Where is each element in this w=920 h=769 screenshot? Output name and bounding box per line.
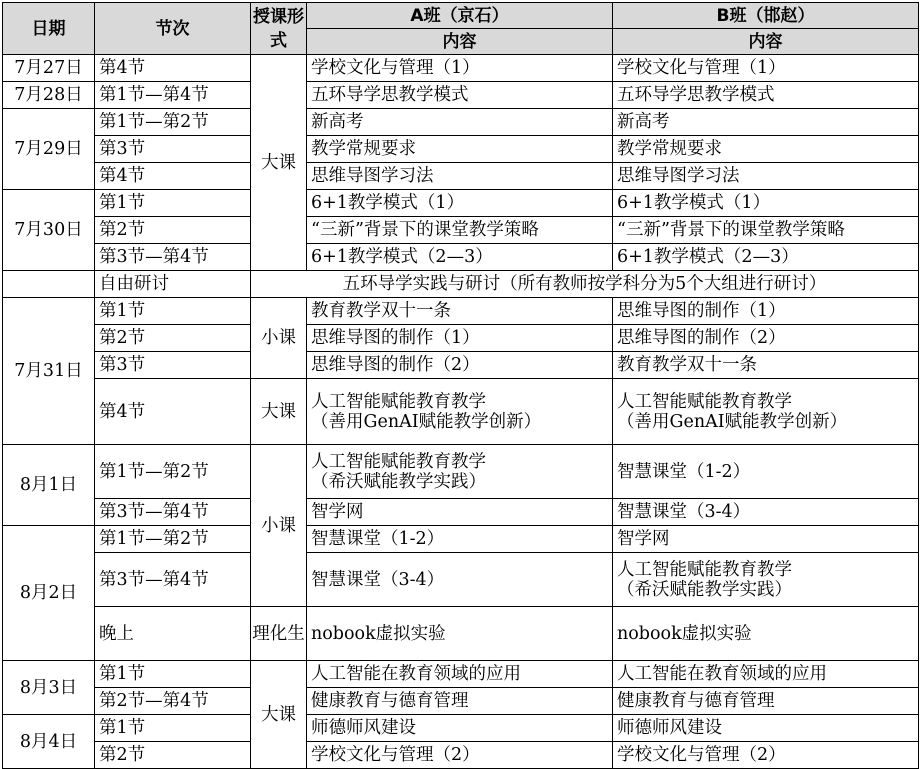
content-b-cell: 思维导图的制作（1） (613, 298, 919, 325)
header-format: 授课形式 (251, 3, 307, 55)
header-date: 日期 (3, 3, 95, 55)
content-a-cell: 智学网 (307, 499, 613, 526)
header-class-a: A班（京石） (307, 3, 613, 29)
content-b-cell: 思维导图学习法 (613, 163, 919, 190)
content-line: 人工智能赋能教育教学 (617, 391, 792, 412)
format-cell: 大课 (251, 379, 307, 445)
content-a-cell: nobook虚拟实验 (307, 607, 613, 661)
content-b-cell: “三新”背景下的课堂教学策略 (613, 217, 919, 244)
date-cell: 7月29日 (3, 109, 95, 190)
date-cell: 8月2日 (3, 526, 95, 661)
content-b-cell: 师德师风建设 (613, 715, 919, 742)
date-cell: 7月30日 (3, 190, 95, 271)
format-cell: 小课 (251, 445, 307, 607)
session-cell: 第3节—第4节 (95, 244, 251, 271)
content-a-cell: 健康教育与德育管理 (307, 688, 613, 715)
format-cell: 大课 (251, 661, 307, 769)
content-a-cell (307, 379, 613, 445)
content-b-cell: 人工智能在教育领域的应用 (613, 661, 919, 688)
content-a-cell: “三新”背景下的课堂教学策略 (307, 217, 613, 244)
content-b-cell: 健康教育与德育管理 (613, 688, 919, 715)
content-line: 人工智能赋能教育教学 (311, 391, 486, 412)
format-cell: 小课 (251, 298, 307, 379)
content-line: （希沃赋能教学实践） (617, 579, 792, 600)
date-cell: 7月28日 (3, 82, 95, 109)
session-cell: 第1节—第2节 (95, 526, 251, 553)
session-cell: 第2节 (95, 742, 251, 769)
content-a-cell: 6+1教学模式（1） (307, 190, 613, 217)
content-a-cell: 智慧课堂（1-2） (307, 526, 613, 553)
content-a-cell: 思维导图的制作（2） (307, 352, 613, 379)
content-a-cell: 思维导图的制作（1） (307, 325, 613, 352)
date-cell-empty (3, 271, 95, 298)
content-b-cell: 智慧课堂（3-4） (613, 499, 919, 526)
date-cell: 7月31日 (3, 298, 95, 445)
content-a-cell: 新高考 (307, 109, 613, 136)
content-line: 人工智能赋能教育教学 (311, 451, 486, 472)
merged-content-cell: 五环导学实践与研讨（所有教师按学科分为5个大组进行研讨） (251, 271, 919, 298)
content-b-cell (613, 553, 919, 607)
session-cell: 第3节—第4节 (95, 499, 251, 526)
session-cell: 第1节 (95, 190, 251, 217)
session-cell: 第1节—第4节 (95, 82, 251, 109)
session-cell: 第3节—第4节 (95, 553, 251, 607)
session-cell: 晚上 (95, 607, 251, 661)
date-cell: 8月1日 (3, 445, 95, 526)
content-b-cell: nobook虚拟实验 (613, 607, 919, 661)
header-content-b: 内容 (613, 29, 919, 55)
content-b-cell: 教育教学双十一条 (613, 352, 919, 379)
content-a-cell: 学校文化与管理（1） (307, 55, 613, 82)
session-cell: 第1节 (95, 661, 251, 688)
content-b-cell (613, 379, 919, 445)
content-b-cell: 智学网 (613, 526, 919, 553)
content-line: （善用GenAI赋能教学创新） (311, 411, 542, 432)
content-b-cell: 学校文化与管理（1） (613, 55, 919, 82)
header-class-b: B班（邯赵） (613, 3, 919, 29)
content-a-cell: 师德师风建设 (307, 715, 613, 742)
content-a-cell (307, 445, 613, 499)
content-a-cell: 教学常规要求 (307, 136, 613, 163)
session-cell: 第1节—第2节 (95, 445, 251, 499)
session-cell: 第1节 (95, 298, 251, 325)
content-a-cell: 思维导图学习法 (307, 163, 613, 190)
session-cell: 第3节 (95, 352, 251, 379)
session-cell: 第2节—第4节 (95, 688, 251, 715)
content-b-cell: 6+1教学模式（1） (613, 190, 919, 217)
session-cell: 第3节 (95, 136, 251, 163)
content-b-cell: 学校文化与管理（2） (613, 742, 919, 769)
content-line: （希沃赋能教学实践） (311, 471, 486, 492)
content-a-cell: 学校文化与管理（2） (307, 742, 613, 769)
content-b-cell: 新高考 (613, 109, 919, 136)
content-b-cell: 智慧课堂（1-2） (613, 445, 919, 499)
date-cell: 8月4日 (3, 715, 95, 769)
session-cell: 第4节 (95, 379, 251, 445)
header-content-a: 内容 (307, 29, 613, 55)
header-session: 节次 (95, 3, 251, 55)
content-a-cell: 五环导学思教学模式 (307, 82, 613, 109)
format-cell: 理化生 (251, 607, 307, 661)
session-cell: 第4节 (95, 55, 251, 82)
content-line: （善用GenAI赋能教学创新） (617, 411, 848, 432)
content-b-cell: 教学常规要求 (613, 136, 919, 163)
date-cell: 8月3日 (3, 661, 95, 715)
content-b-cell: 思维导图的制作（2） (613, 325, 919, 352)
date-cell: 7月27日 (3, 55, 95, 82)
session-cell: 第2节 (95, 325, 251, 352)
content-b-cell: 6+1教学模式（2—3） (613, 244, 919, 271)
format-cell: 大课 (251, 55, 307, 271)
content-a-cell: 教育教学双十一条 (307, 298, 613, 325)
content-a-cell: 6+1教学模式（2—3） (307, 244, 613, 271)
content-b-cell: 五环导学思教学模式 (613, 82, 919, 109)
session-cell: 第4节 (95, 163, 251, 190)
session-cell: 自由研讨 (95, 271, 251, 298)
content-line: 人工智能赋能教育教学 (617, 559, 792, 580)
content-a-cell: 智慧课堂（3-4） (307, 553, 613, 607)
schedule-table (2, 2, 919, 769)
session-cell: 第1节—第2节 (95, 109, 251, 136)
session-cell: 第2节 (95, 217, 251, 244)
session-cell: 第1节 (95, 715, 251, 742)
content-a-cell: 人工智能在教育领域的应用 (307, 661, 613, 688)
